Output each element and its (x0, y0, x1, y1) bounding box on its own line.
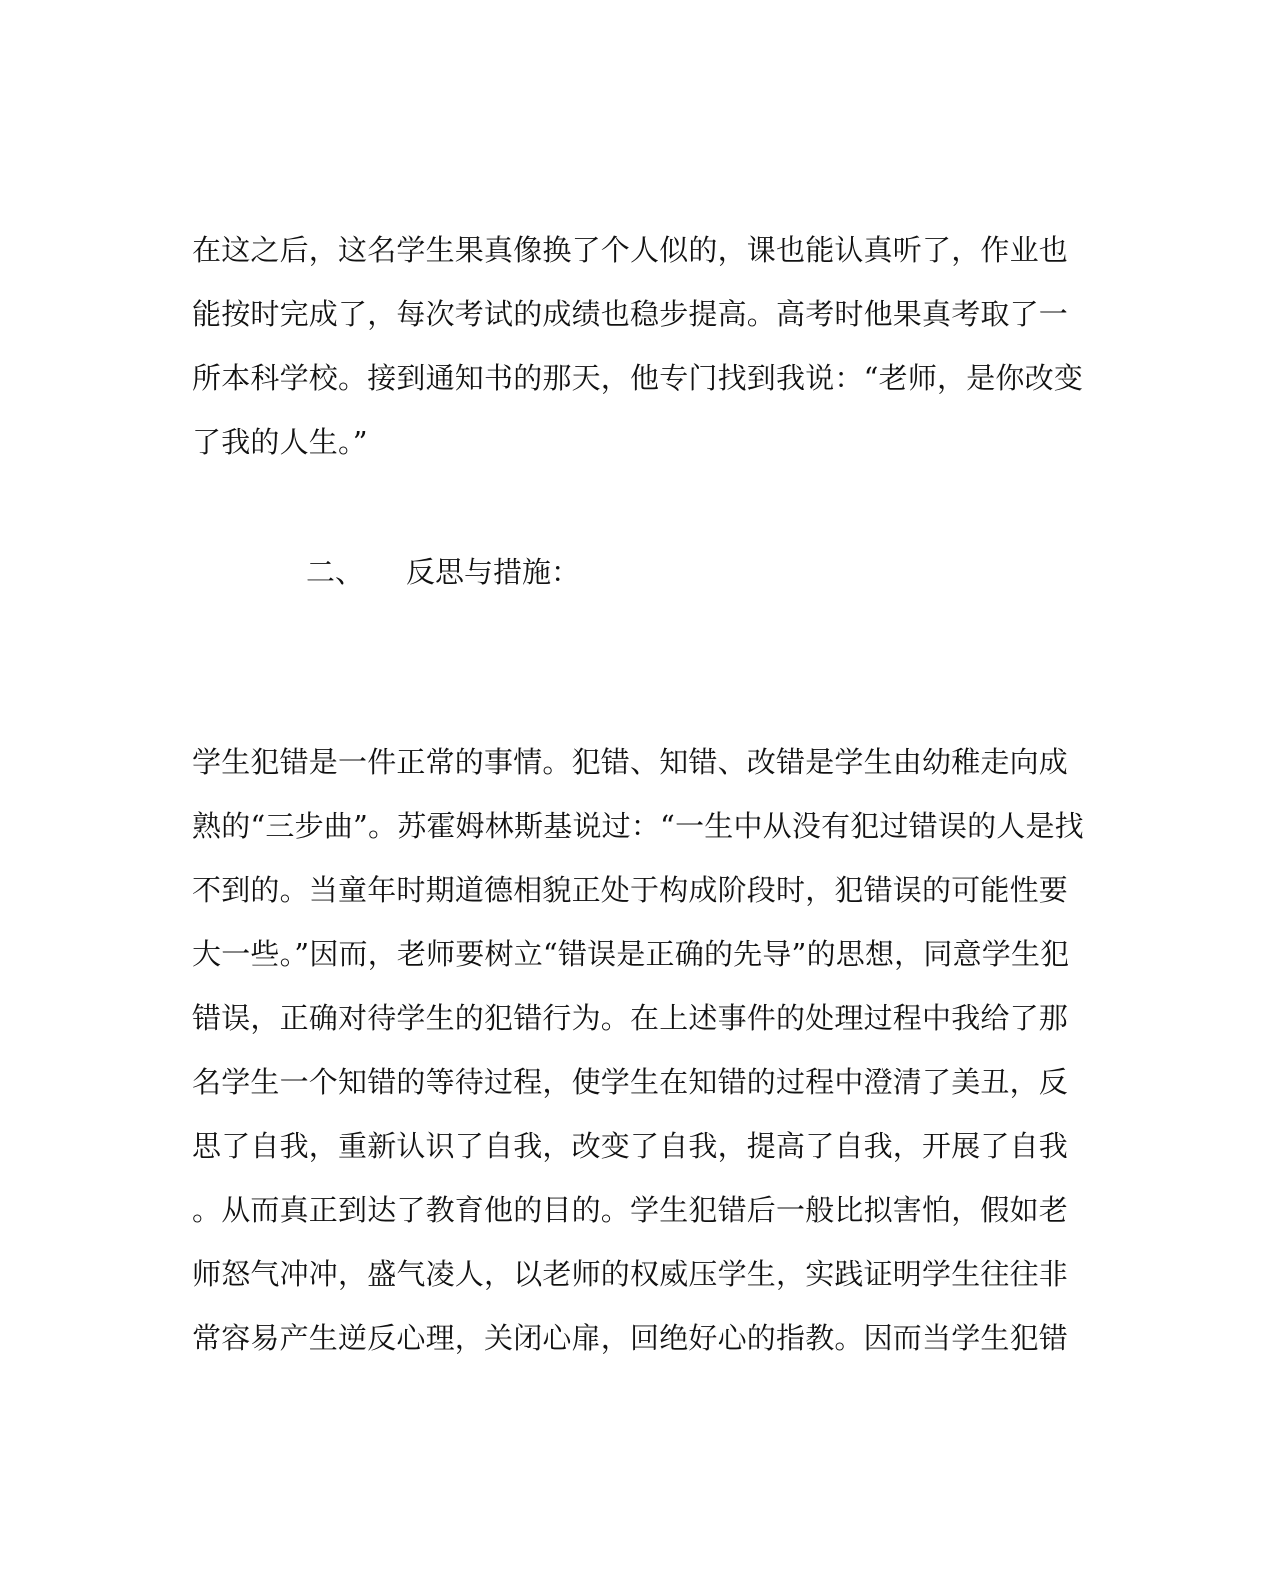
paragraph-2-line-5: 错误，正确对待学生的犯错行为。在上述事件的处理过程中我给了那 (192, 1001, 1069, 1035)
paragraph-2-line-1: 学生犯错是一件正常的事情。犯错、知错、改错是学生由幼稚走向成 (192, 745, 1069, 779)
paragraph-2-line-9: 师怒气冲冲，盛气凌人，以老师的权威压学生，实践证明学生往往非 (192, 1257, 1069, 1291)
paragraph-2-line-7: 思了自我，重新认识了自我，改变了自我，提高了自我，开展了自我 (192, 1129, 1069, 1163)
paragraph-1-line-1: 在这之后，这名学生果真像换了个人似的，课也能认真听了，作业也 (192, 233, 1069, 267)
paragraph-2-line-10: 常容易产生逆反心理，关闭心扉，回绝好心的指教。因而当学生犯错 (192, 1321, 1069, 1355)
paragraph-1-line-2: 能按时完成了，每次考试的成绩也稳步提高。高考时他果真考取了一 (192, 297, 1069, 331)
paragraph-2-line-4: 大一些。”因而，老师要树立“错误是正确的先导”的思想，同意学生犯 (192, 937, 1070, 971)
paragraph-2-line-8: 。从而真正到达了教育他的目的。学生犯错后一般比拟害怕，假如老 (192, 1193, 1069, 1227)
section-title: 反思与措施： (406, 555, 581, 589)
paragraph-2-line-3: 不到的。当童年时期道德相貌正处于构成阶段时，犯错误的可能性要 (192, 873, 1069, 907)
paragraph-1-line-4: 了我的人生。” (192, 425, 368, 459)
paragraph-2-line-2: 熟的“三步曲”。苏霍姆林斯基说过：“一生中从没有犯过错误的人是找 (192, 809, 1084, 843)
section-number: 二、 (306, 555, 365, 589)
paragraph-1-line-3: 所本科学校。接到通知书的那天，他专门找到我说：“老师，是你改变 (192, 361, 1084, 395)
paragraph-2-line-6: 名学生一个知错的等待过程，使学生在知错的过程中澄清了美丑，反 (192, 1065, 1069, 1099)
